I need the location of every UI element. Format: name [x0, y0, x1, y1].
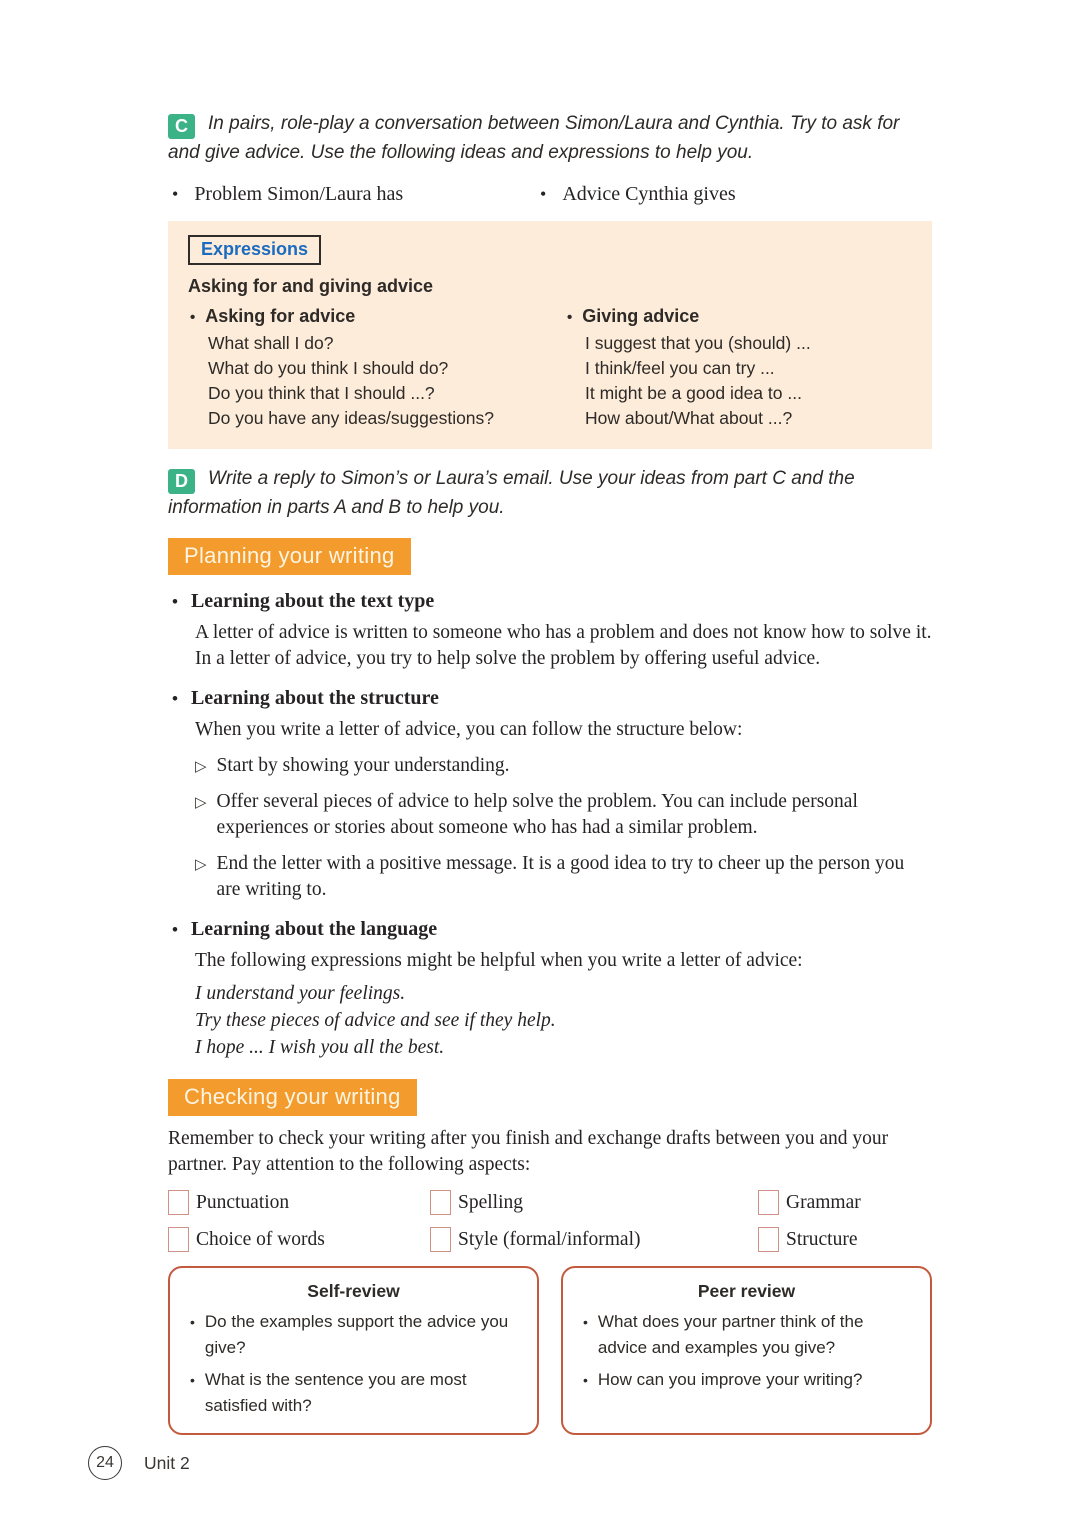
section-c	[168, 110, 932, 167]
checkbox-item-style	[430, 1227, 758, 1252]
bullet-icon: •	[172, 920, 178, 939]
giving-column-title: Giving advice	[582, 306, 700, 326]
self-review-title: Self-review	[307, 1281, 400, 1301]
idea-problem	[168, 181, 536, 207]
checkbox-item-choice-of-words	[168, 1227, 430, 1252]
page-content	[168, 110, 932, 1435]
spelling-checkbox[interactable]	[430, 1190, 451, 1215]
structure-lead: When you write a letter of advice, you can follow the structure below:	[195, 719, 743, 740]
checkbox-label: Grammar	[786, 1191, 861, 1213]
text-type-title-row	[168, 589, 932, 614]
bullet-icon: •	[567, 309, 573, 326]
peer-review-question	[579, 1309, 914, 1361]
expression-line: What shall I do?	[208, 333, 334, 353]
arrow-bullet-icon: ▷	[195, 855, 207, 873]
checkbox-label: Structure	[786, 1228, 858, 1250]
text-type-paragraph: A letter of advice is written to someone who has a problem and does not know how to solve it. In a letter of advice, you try to help solve the problem by offering useful advice.	[195, 622, 932, 669]
language-example: I hope ... I wish you all the best.	[195, 1037, 445, 1058]
asking-column-title-row	[188, 303, 565, 331]
self-review-box	[168, 1266, 539, 1435]
idea-problem-label: Problem Simon/Laura has	[194, 183, 404, 205]
checkbox-label: Spelling	[458, 1191, 524, 1213]
arrow-bullet-icon: ▷	[195, 757, 207, 775]
bullet-icon: •	[172, 592, 178, 611]
self-review-question-text: What is the sentence you are most satisfied with?	[204, 1370, 467, 1415]
bullet-icon: •	[583, 1314, 588, 1330]
choice-of-words-checkbox[interactable]	[168, 1227, 189, 1252]
page-number-badge: 24	[88, 1446, 122, 1480]
arrow-bullet-icon: ▷	[195, 793, 207, 811]
checkbox-label: Style (formal/informal)	[458, 1228, 641, 1250]
peer-review-question-text: What does your partner think of the advice and examples you give?	[597, 1312, 864, 1357]
bullet-icon: •	[190, 1372, 195, 1388]
review-boxes	[168, 1266, 932, 1435]
text-type-title: Learning about the text type	[190, 590, 435, 612]
idea-bullets	[168, 181, 932, 207]
expressions-label: Expressions	[188, 235, 321, 265]
peer-review-question	[579, 1367, 914, 1393]
language-title-row	[168, 917, 932, 942]
self-review-question-text: Do the examples support the advice you give?	[204, 1312, 509, 1357]
asking-column-title: Asking for advice	[205, 306, 356, 326]
giving-column-title-row	[565, 303, 910, 331]
structure-step-text: Offer several pieces of advice to help solve the problem. You can include personal experiences or stories about someone who has had a similar problem.	[216, 791, 858, 838]
style-checkbox[interactable]	[430, 1227, 451, 1252]
structure-title: Learning about the structure	[190, 687, 439, 709]
structure-title-row	[168, 686, 932, 711]
expression-line: I think/feel you can try ...	[585, 358, 775, 378]
bullet-icon: •	[540, 184, 547, 204]
checking-section	[168, 1061, 932, 1435]
checkbox-item-structure	[758, 1227, 932, 1252]
bullet-icon: •	[190, 1314, 195, 1330]
grammar-checkbox[interactable]	[758, 1190, 779, 1215]
planning-section	[168, 522, 932, 1061]
bullet-icon: •	[190, 309, 196, 326]
idea-advice-label: Advice Cynthia gives	[562, 183, 736, 205]
expression-line: Do you think that I should ...?	[208, 383, 435, 403]
expression-line: Do you have any ideas/suggestions?	[208, 408, 495, 428]
structure-checkbox[interactable]	[758, 1227, 779, 1252]
giving-column	[565, 303, 910, 431]
bullet-icon: •	[172, 184, 179, 204]
checking-intro: Remember to check your writing after you finish and exchange drafts between you and your partner. Pay attention to the following aspects:	[168, 1128, 889, 1175]
checkbox-item-grammar	[758, 1190, 932, 1215]
expression-line: What do you think I should do?	[208, 358, 449, 378]
peer-review-box	[561, 1266, 932, 1435]
language-example: I understand your feelings.	[195, 983, 406, 1004]
structure-step-text: Start by showing your understanding.	[216, 755, 510, 776]
structure-step	[195, 789, 932, 841]
peer-review-question-text: How can you improve your writing?	[597, 1370, 863, 1389]
self-review-question	[186, 1367, 521, 1419]
language-example: Try these pieces of advice and see if they help.	[195, 1010, 556, 1031]
checkbox-item-punctuation	[168, 1190, 430, 1215]
checking-banner: Checking your writing	[168, 1079, 417, 1116]
idea-advice	[536, 181, 736, 207]
section-c-badge: C	[168, 114, 195, 139]
page-footer	[88, 1446, 190, 1480]
expressions-columns	[188, 303, 910, 431]
asking-column	[188, 303, 565, 431]
section-d-badge: D	[168, 469, 195, 494]
language-title: Learning about the language	[190, 918, 438, 940]
expression-line: I suggest that you (should) ...	[585, 333, 811, 353]
language-examples	[195, 980, 932, 1061]
bullet-icon: •	[583, 1372, 588, 1388]
bullet-icon: •	[172, 689, 178, 708]
expression-line: It might be a good idea to ...	[585, 383, 802, 403]
expression-line: How about/What about ...?	[585, 408, 793, 428]
unit-label: Unit 2	[144, 1452, 190, 1473]
structure-step	[195, 851, 932, 903]
checkbox-item-spelling	[430, 1190, 758, 1215]
section-d-instruction: Write a reply to Simon’s or Laura’s email. Use your ideas from part C and the information in parts A and B to help you.	[168, 468, 855, 518]
expressions-box	[168, 221, 932, 449]
section-d	[168, 465, 932, 522]
peer-review-title: Peer review	[697, 1281, 796, 1301]
language-lead: The following expressions might be helpful when you write a letter of advice:	[195, 950, 803, 971]
checkbox-grid	[168, 1190, 932, 1252]
checkbox-label: Punctuation	[196, 1191, 290, 1213]
structure-step	[195, 753, 932, 779]
planning-banner: Planning your writing	[168, 538, 411, 575]
section-c-instruction: In pairs, role-play a conversation between Simon/Laura and Cynthia. Try to ask for and give advice. Use the following ideas and expressions to help you.	[168, 113, 900, 163]
checkbox-label: Choice of words	[196, 1228, 325, 1250]
expressions-heading: Asking for and giving advice	[188, 276, 434, 296]
punctuation-checkbox[interactable]	[168, 1190, 189, 1215]
structure-step-text: End the letter with a positive message. It is a good idea to try to cheer up the person you are writing to.	[216, 853, 905, 900]
self-review-question	[186, 1309, 521, 1361]
